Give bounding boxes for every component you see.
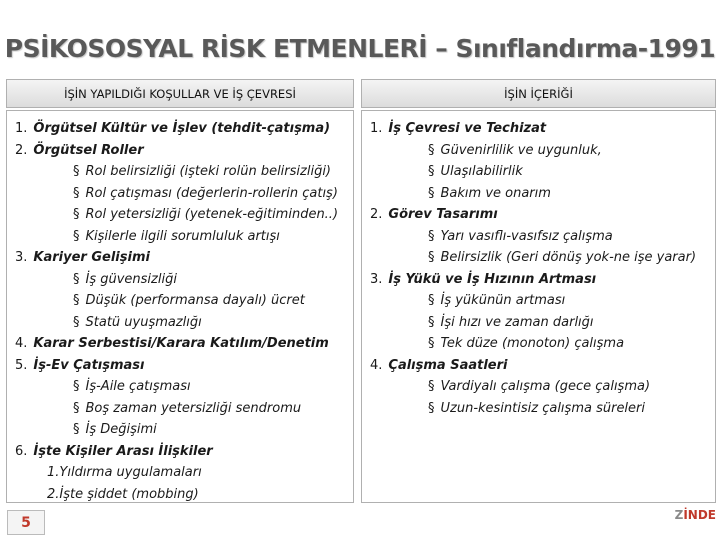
list-item-number: 4. xyxy=(370,357,383,373)
list-item-text: Uzun-kesintisiz çalışma süreleri xyxy=(440,400,646,416)
list-item xyxy=(15,355,145,377)
list-item-text: Statü uyuşmazlığı xyxy=(85,314,202,330)
list-item xyxy=(73,419,157,441)
list-item-text: Ulaşılabilirlik xyxy=(440,164,523,179)
list-item xyxy=(428,183,551,205)
list-item xyxy=(15,140,144,162)
list-item xyxy=(428,226,613,248)
list-item xyxy=(428,161,523,183)
list-item-number: 4. xyxy=(15,336,28,351)
brand-logo-first: Z xyxy=(674,508,684,522)
list-item xyxy=(370,204,498,226)
list-item-number: 2. xyxy=(370,207,383,222)
list-item-text: Örgütsel Kültür ve İşlev (tehdit-çatışma) xyxy=(33,121,331,136)
list-item xyxy=(73,204,338,226)
list-item xyxy=(370,118,546,140)
list-item-text: İş Çevresi ve Techizat xyxy=(388,121,547,136)
list-item-text: 2.İşte şiddet (mobbing) xyxy=(47,486,199,502)
list-item-text: 1.Yıldırma uygulamaları xyxy=(47,465,202,480)
list-item-text: Güvenirlilik ve uygunluk, xyxy=(440,142,602,158)
list-item-number: 1. xyxy=(15,121,28,136)
list-item xyxy=(370,269,596,291)
list-item-text: Vardiyalı çalışma (gece çalışma) xyxy=(440,379,651,394)
list-item xyxy=(428,376,650,398)
list-item-text: Rol çatışması (değerlerin-rollerin çatış) xyxy=(85,185,338,201)
brand-logo-rest: İNDE xyxy=(683,508,716,522)
list-item xyxy=(428,247,696,269)
list-item-text: Boş zaman yetersizliği sendromu xyxy=(85,400,302,416)
list-item xyxy=(428,312,594,334)
list-item-text: İş yükünün artması xyxy=(440,293,566,308)
list-item-text: İş güvensizliği xyxy=(85,271,177,287)
page-number: 5 xyxy=(7,510,45,535)
right-column-body xyxy=(361,110,716,503)
list-item xyxy=(73,161,331,183)
left-column-header: İŞİN YAPILDIĞI KOŞULLAR VE İŞ ÇEVRESİ xyxy=(6,79,354,108)
list-item-text: Yarı vasıflı-vasıfsız çalışma xyxy=(440,228,613,244)
list-item-text: Kariyer Gelişimi xyxy=(33,250,150,265)
list-item xyxy=(15,333,329,355)
list-item-text: İş-Aile çatışması xyxy=(85,379,191,394)
left-column-body xyxy=(6,110,354,503)
brand-logo xyxy=(675,508,716,522)
list-item-text: İşte Kişiler Arası İlişkiler xyxy=(33,443,213,459)
list-item xyxy=(47,462,202,484)
list-item xyxy=(428,398,645,420)
list-item-text: Görev Tasarımı xyxy=(388,207,498,222)
list-item xyxy=(15,441,213,463)
list-item-text: Belirsizlik (Geri dönüş yok-ne işe yarar) xyxy=(440,250,697,265)
list-item-number: 2. xyxy=(15,142,28,158)
list-item-text: İş-Ev Çatışması xyxy=(33,357,145,373)
list-item-text: İş Değişimi xyxy=(85,422,157,437)
list-item-number: 1. xyxy=(370,121,383,136)
list-item-text: İşi hızı ve zaman darlığı xyxy=(440,314,594,330)
list-item xyxy=(370,355,507,377)
list-item xyxy=(73,398,301,420)
list-item-number: 6. xyxy=(15,443,28,459)
list-item xyxy=(73,376,191,398)
right-column-header: İŞİN İÇERİĞİ xyxy=(361,79,716,108)
list-item xyxy=(73,290,305,312)
list-item-text: Bakım ve onarım xyxy=(440,185,551,201)
list-item xyxy=(73,226,280,248)
list-item-text: İş Yükü ve İş Hızının Artması xyxy=(388,271,597,287)
list-item-text: Çalışma Saatleri xyxy=(388,357,508,373)
list-item xyxy=(15,118,330,140)
list-item xyxy=(428,333,624,355)
list-item-number: 3. xyxy=(15,250,28,265)
list-item xyxy=(15,247,150,269)
list-item-text: Kişilerle ilgili sorumluluk artışı xyxy=(85,228,280,244)
page-title: PSİKOSOSYAL RİSK ETMENLERİ – Sınıflandırma-1991 xyxy=(4,34,716,63)
list-item xyxy=(428,290,565,312)
list-item-text: Rol yetersizliği (yetenek-eğitiminden..) xyxy=(85,207,339,222)
list-item-text: Tek düze (monoton) çalışma xyxy=(440,336,625,351)
list-item-number: 5. xyxy=(15,357,28,373)
list-item xyxy=(73,183,338,205)
list-item-number: 3. xyxy=(370,271,383,287)
list-item-text: Örgütsel Roller xyxy=(33,142,144,158)
list-item xyxy=(428,140,602,162)
list-item xyxy=(73,269,177,291)
list-item-text: Düşük (performansa dayalı) ücret xyxy=(85,293,305,308)
list-item xyxy=(73,312,202,334)
list-item-text: Rol belirsizliği (işteki rolün belirsizliği) xyxy=(85,164,332,179)
list-item xyxy=(47,484,199,504)
list-item-text: Karar Serbestisi/Karara Katılım/Denetim xyxy=(33,336,329,351)
